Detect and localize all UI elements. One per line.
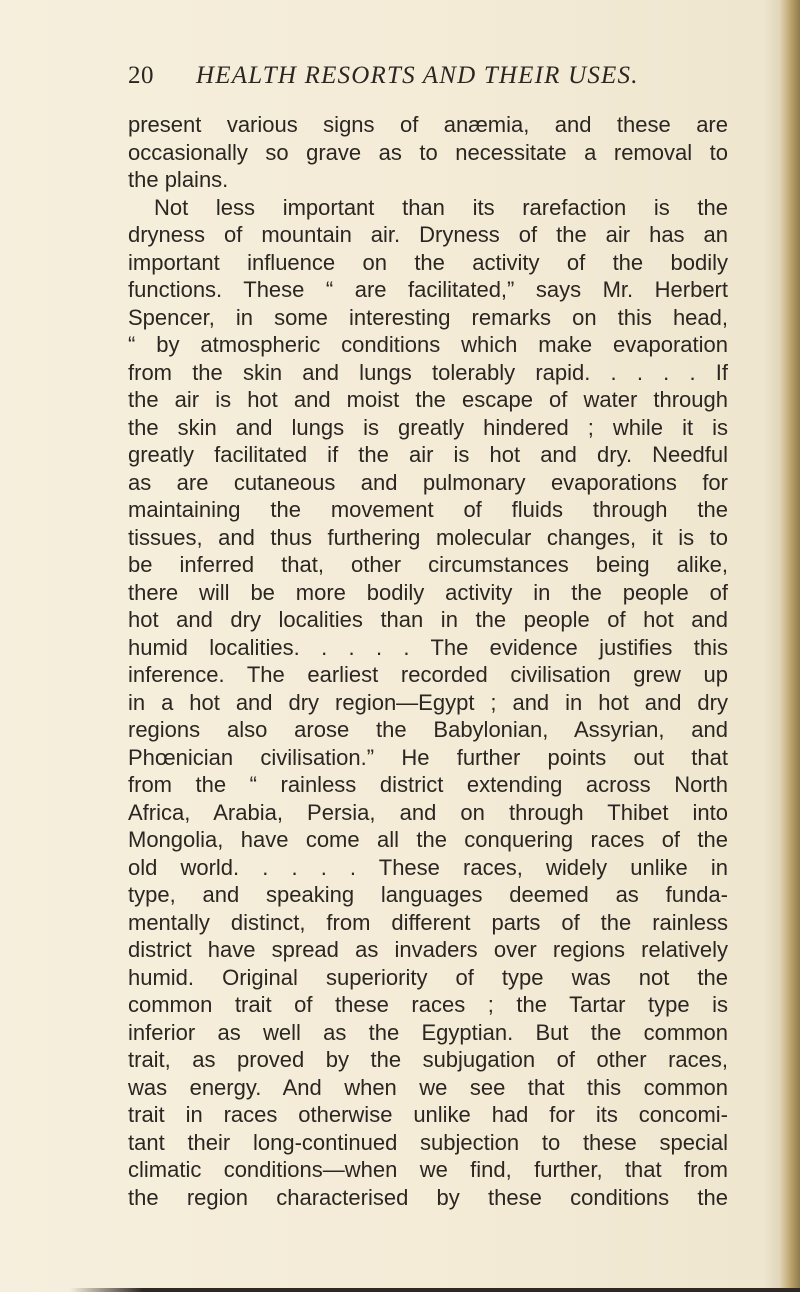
text-line: trait in races otherwise unlike had for its concomi-	[128, 1102, 728, 1127]
page-bottom-edge	[70, 1288, 800, 1292]
text-line: in a hot and dry region—Egypt ; and in hot and dry	[128, 689, 728, 715]
running-head-title: HEALTH RESORTS AND THEIR USES.	[196, 62, 639, 89]
text-line: functions. These “ are facilitated,” says Mr. Herbert	[128, 277, 728, 302]
text-line: trait, as proved by the subjugation of other races,	[128, 1047, 728, 1072]
text-line: tant their long-continued subjection to these special	[128, 1129, 728, 1155]
text-line: old world. . . . . These races, widely unlike in	[128, 854, 728, 880]
binding-shadow	[764, 0, 778, 1292]
text-line: Mongolia, have come all the conquering races of the	[128, 827, 728, 852]
text-line: occasionally so grave as to necessitate a removal to	[128, 139, 728, 165]
text-line: from the “ rainless district extending across North	[128, 772, 728, 797]
text-line: the air is hot and moist the escape of water through	[128, 387, 728, 412]
text-line: “ by atmospheric conditions which make evaporation	[128, 332, 728, 357]
text-line: dryness of mountain air. Dryness of the air has an	[128, 222, 728, 247]
text-line: district have spread as invaders over regions relatively	[128, 937, 728, 962]
text-line: from the skin and lungs tolerably rapid. . . . . If	[128, 359, 728, 385]
text-line: hot and dry localities than in the people of hot and	[128, 607, 728, 632]
text-line: present various signs of anæmia, and these are	[128, 112, 728, 137]
text-line: Spencer, in some interesting remarks on this head,	[128, 304, 728, 330]
text-line: type, and speaking languages deemed as funda-	[128, 882, 728, 907]
text-line: common trait of these races ; the Tartar type is	[128, 992, 728, 1017]
text-line: mentally distinct, from different parts of the rainless	[128, 909, 728, 935]
running-head	[128, 62, 728, 96]
text-line: humid. Original superiority of type was not the	[128, 964, 728, 990]
text-line: humid localities. . . . . The evidence justifies this	[128, 634, 728, 660]
text-line: as are cutaneous and pulmonary evaporations for	[128, 469, 728, 495]
text-line: tissues, and thus furthering molecular changes, it is to	[128, 524, 728, 550]
body-text	[128, 111, 728, 1211]
text-line: Not less important than its rarefaction is the	[154, 194, 728, 220]
text-line: climatic conditions—when we find, further, that from	[128, 1157, 728, 1182]
text-line: the skin and lungs is greatly hindered ; while it is	[128, 414, 728, 440]
text-line: inferior as well as the Egyptian. But the common	[128, 1019, 728, 1045]
text-line: greatly facilitated if the air is hot and dry. Needful	[128, 442, 728, 467]
text-line: Phœnician civilisation.” He further points out that	[128, 744, 728, 770]
page-number: 20	[128, 62, 154, 89]
text-line: be inferred that, other circumstances being alike,	[128, 552, 728, 577]
text-line: inference. The earliest recorded civilisation grew up	[128, 662, 728, 687]
text-line: important influence on the activity of the bodily	[128, 249, 728, 275]
text-line: there will be more bodily activity in the people of	[128, 579, 728, 605]
text-line: regions also arose the Babylonian, Assyrian, and	[128, 717, 728, 742]
text-line: was energy. And when we see that this common	[128, 1074, 728, 1100]
text-line: maintaining the movement of fluids through the	[128, 497, 728, 522]
text-line: Africa, Arabia, Persia, and on through Thibet into	[128, 799, 728, 825]
book-binding-edge	[778, 0, 800, 1292]
text-line: the region characterised by these conditions the	[128, 1184, 728, 1210]
text-line: the plains.	[128, 167, 229, 192]
